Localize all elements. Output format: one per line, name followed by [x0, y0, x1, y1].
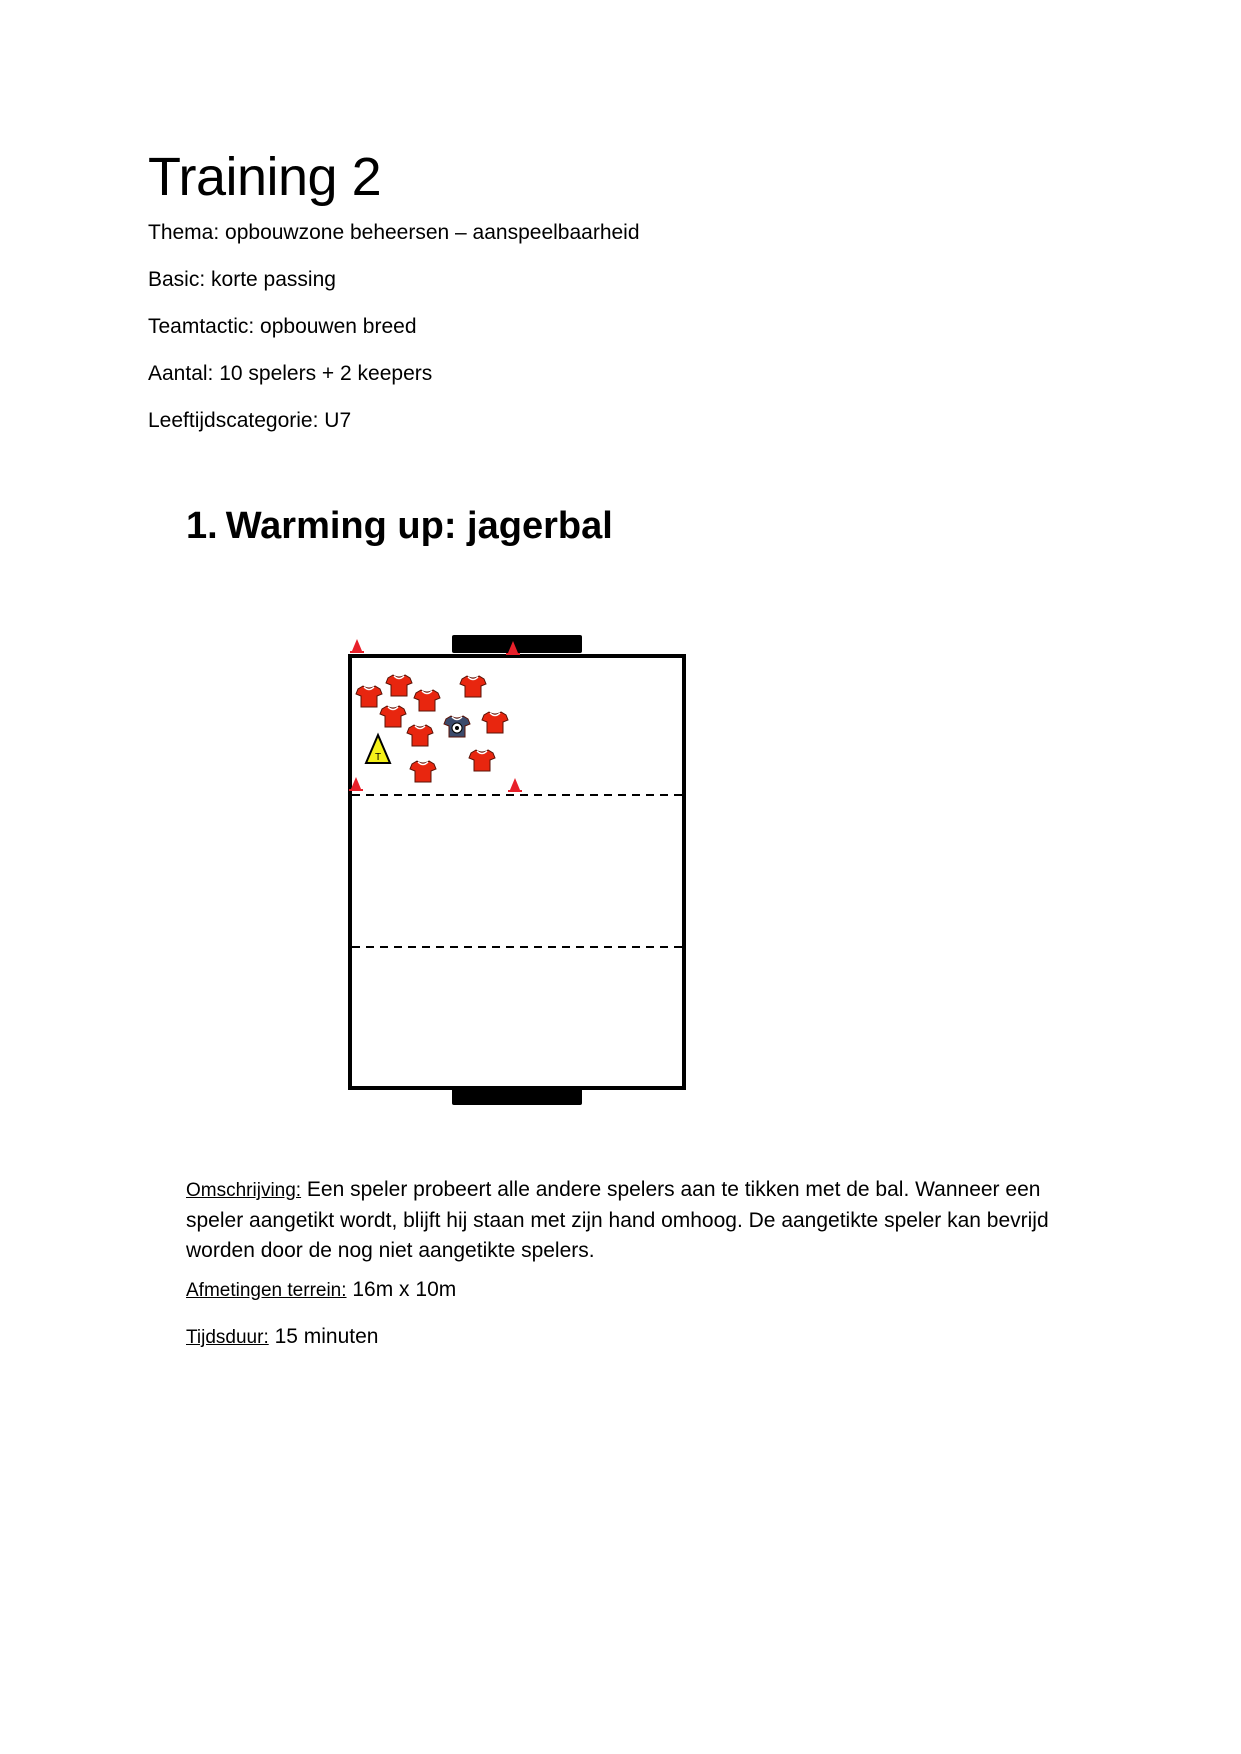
description-label: Omschrijving:	[186, 1180, 302, 1201]
description-text: Een speler probeert alle andere spelers aan te tikken met de bal. Wanneer een speler aangetikt wordt, blijft hij staan met zijn hand omhoog. De aangetikte speler kan bevrijd worden door de nog niet aangetikte spelers.	[186, 1178, 1049, 1262]
section-number: 1.	[186, 505, 218, 547]
trainer-label: T	[374, 752, 382, 763]
duration-label: Tijdsduur:	[186, 1327, 269, 1348]
meta-teamtactic: Teamtactic: opbouwen breed	[148, 315, 417, 338]
cone-icon	[350, 639, 364, 653]
dimensions-line	[186, 1275, 456, 1306]
section-title: Warming up: jagerbal	[225, 505, 613, 547]
dimensions-label: Afmetingen terrein:	[186, 1280, 347, 1301]
duration-line	[186, 1322, 378, 1353]
page-title: Training 2	[148, 147, 382, 207]
duration-value: 15 minuten	[274, 1325, 379, 1348]
field-diagram	[340, 630, 700, 1110]
meta-thema: Thema: opbouwzone beheersen – aanspeelbaarheid	[148, 221, 640, 244]
meta-leeftijdscategorie: Leeftijdscategorie: U7	[148, 409, 352, 432]
top-goal-icon	[452, 635, 582, 653]
meta-aantal: Aantal: 10 spelers + 2 keepers	[148, 362, 433, 385]
meta-basic: Basic: korte passing	[148, 268, 336, 291]
dimensions-value: 16m x 10m	[352, 1278, 457, 1301]
section-heading	[186, 507, 613, 545]
description-paragraph	[186, 1175, 1086, 1266]
